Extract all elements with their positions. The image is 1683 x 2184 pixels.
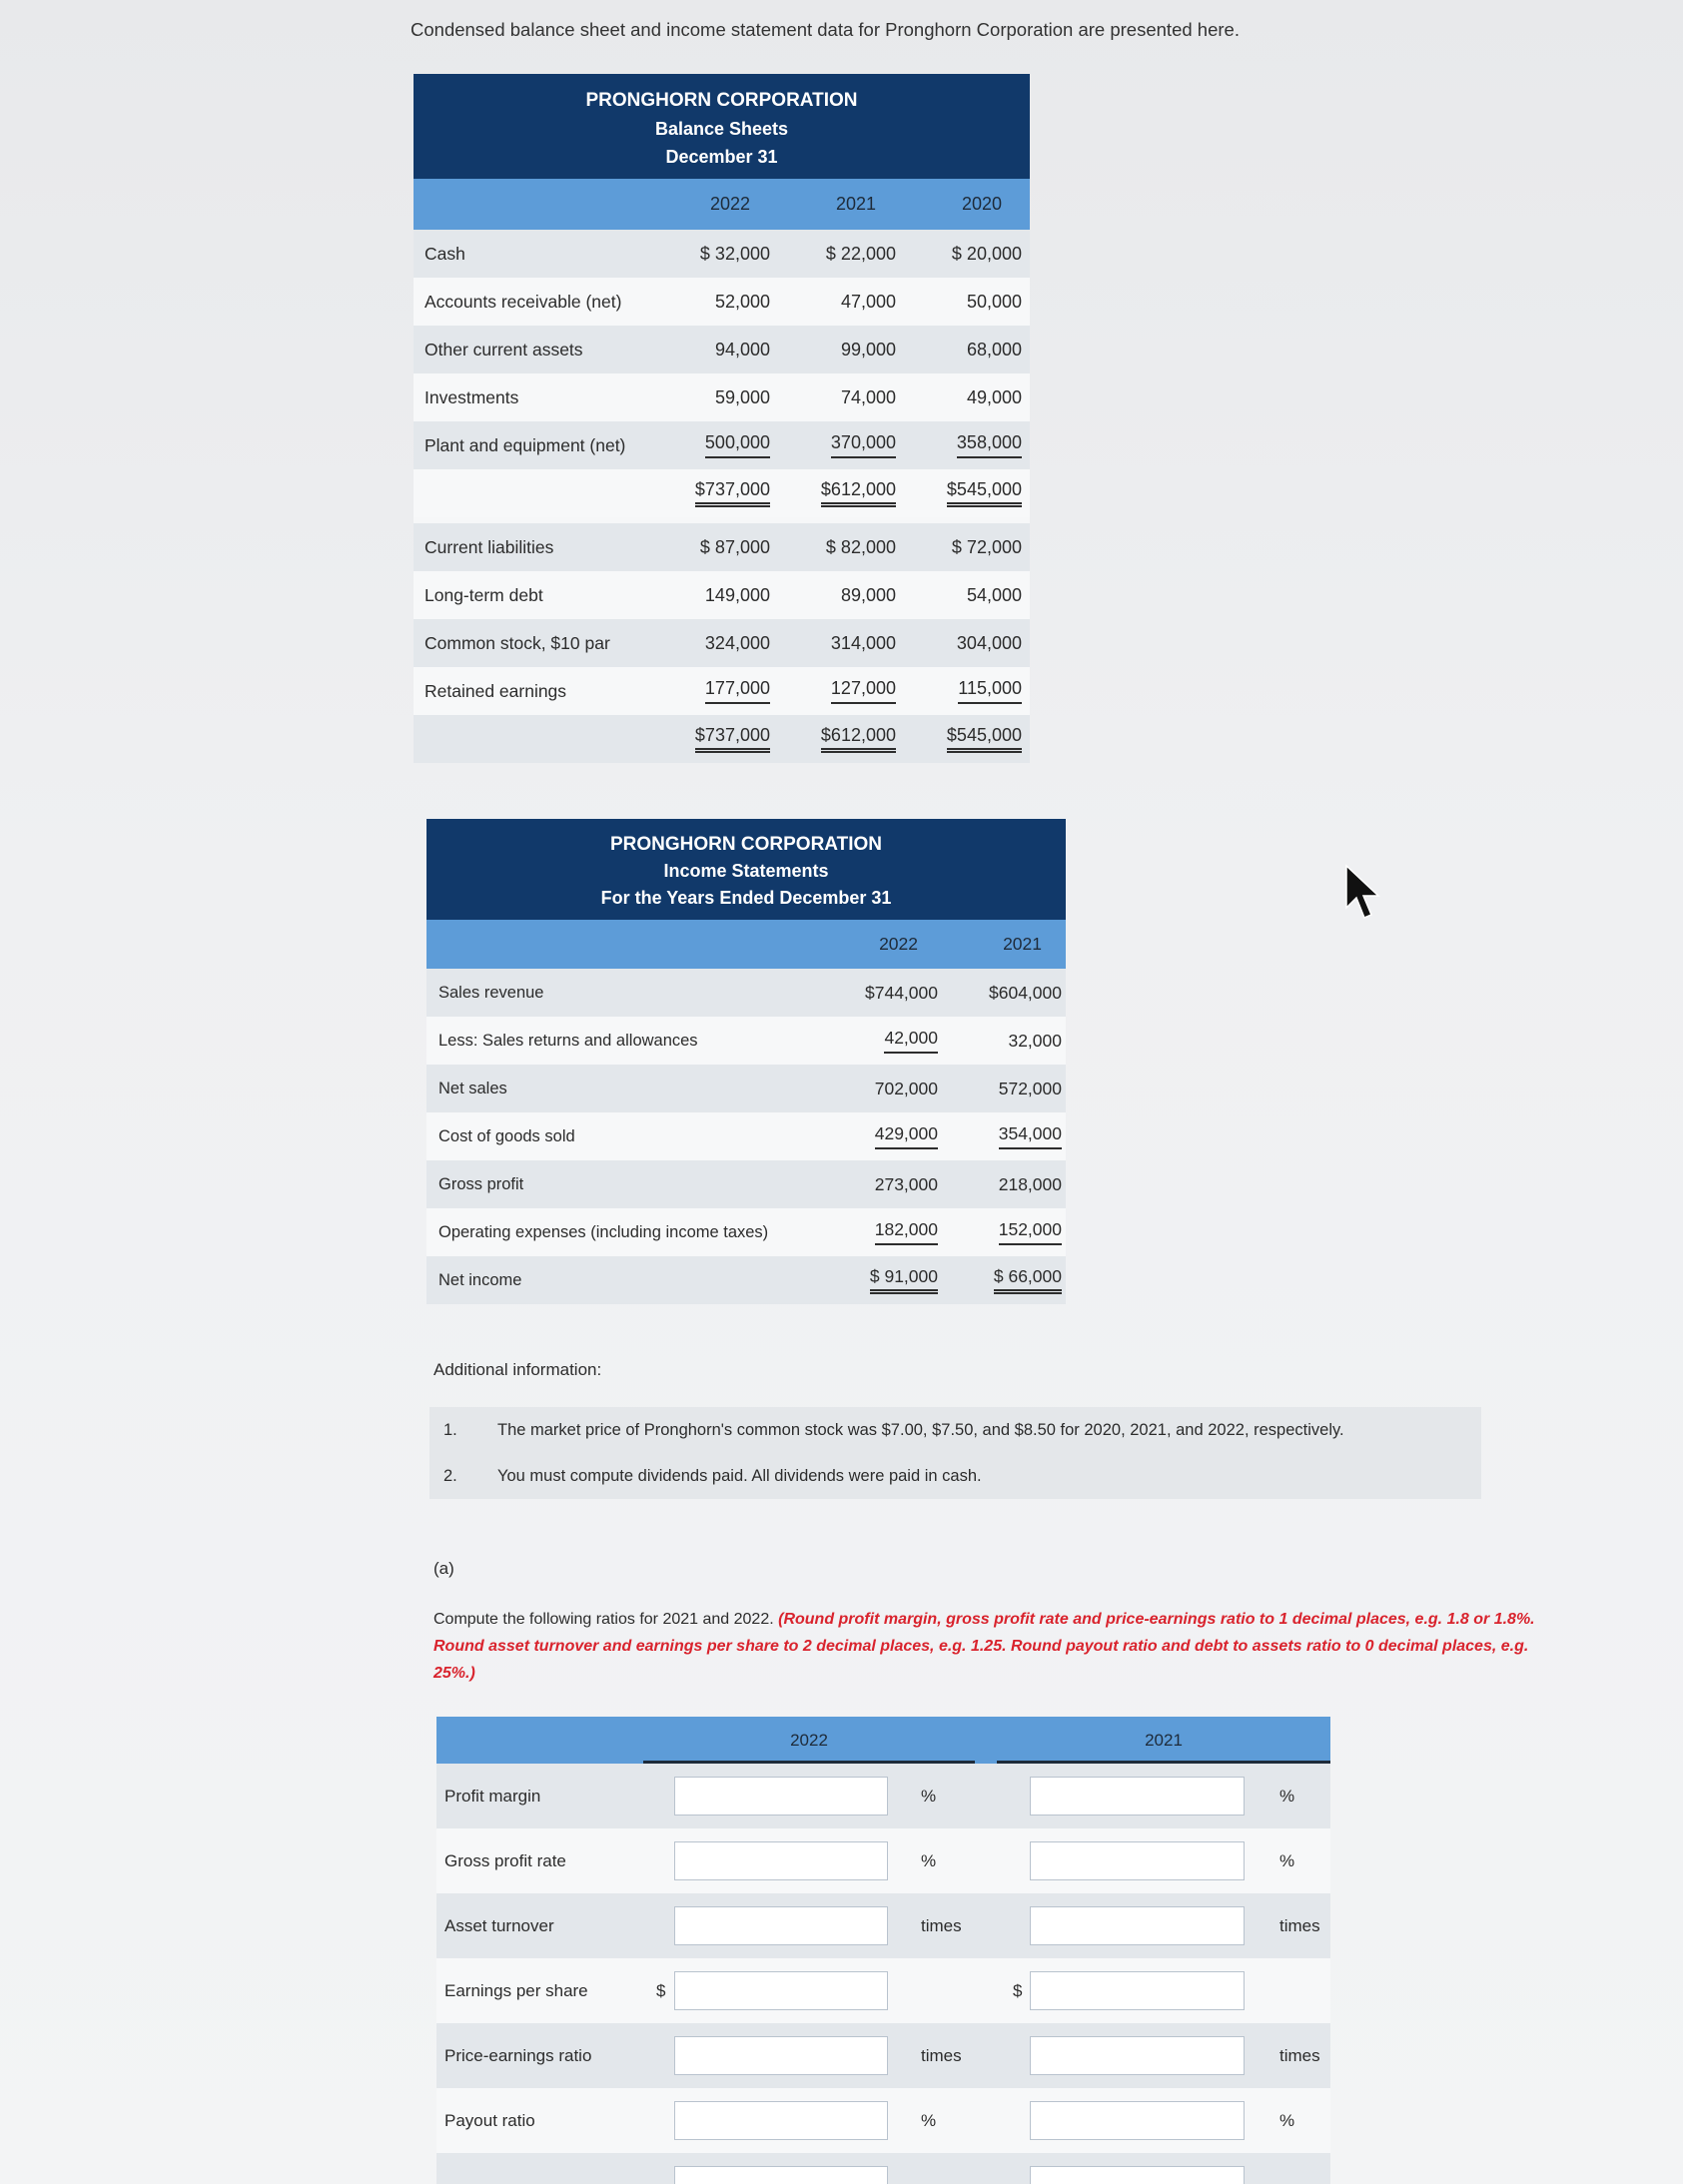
is-row-sales-returns xyxy=(426,1017,1066,1065)
value-2022: 429,000 xyxy=(875,1123,938,1149)
income-statement-header xyxy=(426,819,1066,920)
value-2022: 182,000 xyxy=(875,1219,938,1245)
value-2022: 94,000 xyxy=(714,339,770,360)
currency-prefix: $ xyxy=(1013,1981,1023,2000)
year-2020: 2020 xyxy=(961,194,1002,214)
ratio-table-header xyxy=(436,1717,1330,1764)
list-item xyxy=(429,1453,1481,1499)
ratio-label: Earnings per share xyxy=(444,1981,588,2000)
year-2021: 2021 xyxy=(1145,1731,1183,1750)
ratio-row-partial xyxy=(436,2153,1330,2184)
value-2021: 99,000 xyxy=(840,339,896,360)
unit-label: % xyxy=(921,1787,937,1806)
value-2021: 74,000 xyxy=(840,386,896,407)
bs-row-plant-equipment xyxy=(414,421,1030,469)
balance-sheet-column-header xyxy=(414,179,1030,230)
ratio-row-profit-margin xyxy=(436,1764,1330,1828)
value-2021: $612,000 xyxy=(821,725,896,753)
partial-row-2021-input[interactable] xyxy=(1030,2166,1245,2184)
value-2021: $612,000 xyxy=(821,479,896,507)
ratio-row-asset-turnover xyxy=(436,1893,1330,1958)
value-2022: 42,000 xyxy=(884,1028,938,1054)
additional-info-heading: Additional information: xyxy=(433,1360,602,1379)
asset-turnover-2022-input[interactable] xyxy=(674,1906,888,1945)
ratio-row-earnings-per-share xyxy=(436,1958,1330,2023)
company-title: PRONGHORN CORPORATION xyxy=(585,90,858,111)
ratio-row-gross-profit-rate xyxy=(436,1828,1330,1893)
row-label: Common stock, $10 par xyxy=(424,632,610,653)
instruction-text xyxy=(433,1606,1563,1687)
balance-sheet-header xyxy=(414,74,1030,179)
unit-label: times xyxy=(1279,1916,1320,1935)
income-statement-table xyxy=(426,819,1066,1304)
is-row-gross-profit xyxy=(426,1160,1066,1208)
statement-title: Income Statements xyxy=(663,861,829,881)
currency-prefix: $ xyxy=(656,1981,666,2000)
is-row-net-income xyxy=(426,1256,1066,1304)
value-2021: 47,000 xyxy=(840,291,896,312)
value-2022: 52,000 xyxy=(714,291,770,312)
value-2022: $ 87,000 xyxy=(699,536,770,557)
payout-ratio-2021-input[interactable] xyxy=(1030,2101,1245,2140)
value-2022: 273,000 xyxy=(874,1173,938,1194)
ratio-label: Profit margin xyxy=(444,1787,541,1806)
bs-row-total-liabilities-equity xyxy=(414,715,1030,763)
instruction-main: Compute the following ratios for 2021 and 2022. xyxy=(433,1611,779,1628)
earnings-per-share-2022-input[interactable] xyxy=(674,1971,888,2010)
value-2020: $545,000 xyxy=(947,479,1022,507)
value-2022: $ 32,000 xyxy=(699,243,770,264)
gross-profit-rate-2022-input[interactable] xyxy=(674,1841,888,1880)
profit-margin-2022-input[interactable] xyxy=(674,1777,888,1816)
value-2021: 572,000 xyxy=(998,1078,1062,1098)
additional-info-list xyxy=(429,1407,1481,1499)
ratio-row-price-earnings xyxy=(436,2023,1330,2088)
unit-label: % xyxy=(1279,1787,1295,1806)
value-2021: $ 22,000 xyxy=(825,243,896,264)
unit-label: % xyxy=(921,1851,937,1870)
unit-label: times xyxy=(1279,2046,1320,2065)
asset-turnover-2021-input[interactable] xyxy=(1030,1906,1245,1945)
ratio-label: Asset turnover xyxy=(444,1916,554,1935)
statement-period: For the Years Ended December 31 xyxy=(600,888,892,908)
value-2021: 89,000 xyxy=(840,584,896,605)
value-2020: 358,000 xyxy=(957,432,1022,458)
list-text: The market price of Pronghorn's common stock was $7.00, $7.50, and $8.50 for 2020, 2021, and 2022, respectively. xyxy=(497,1421,1344,1439)
bs-row-investments xyxy=(414,373,1030,421)
row-label: Cost of goods sold xyxy=(438,1126,575,1145)
value-2022: 500,000 xyxy=(705,432,770,458)
row-label: Net sales xyxy=(438,1079,507,1097)
value-2022: $ 91,000 xyxy=(870,1266,938,1294)
value-2022: 702,000 xyxy=(874,1078,938,1098)
value-2021: $ 82,000 xyxy=(825,536,896,557)
row-label: Long-term debt xyxy=(424,584,543,605)
year-2021: 2021 xyxy=(835,194,876,214)
row-label: Gross profit xyxy=(438,1174,524,1193)
row-label: Plant and equipment (net) xyxy=(424,434,626,455)
partial-row-2022-input[interactable] xyxy=(674,2166,888,2184)
payout-ratio-2022-input[interactable] xyxy=(674,2101,888,2140)
value-2020: $545,000 xyxy=(947,725,1022,753)
value-2022: $737,000 xyxy=(695,725,770,753)
value-2021: $ 66,000 xyxy=(994,1266,1062,1294)
bs-row-cash xyxy=(414,230,1030,278)
ratio-label: Payout ratio xyxy=(444,2111,535,2130)
mouse-cursor-icon xyxy=(1344,864,1380,920)
unit-label: % xyxy=(921,2111,937,2130)
value-2022: 149,000 xyxy=(704,584,770,605)
value-2020: 50,000 xyxy=(966,291,1022,312)
unit-label: % xyxy=(1279,1851,1295,1870)
company-title: PRONGHORN CORPORATION xyxy=(610,834,882,855)
value-2020: $ 72,000 xyxy=(951,536,1022,557)
row-label: Sales revenue xyxy=(438,983,544,1002)
row-label: Current liabilities xyxy=(424,536,554,557)
row-label: Other current assets xyxy=(424,339,583,360)
value-2022: 324,000 xyxy=(704,632,770,653)
year-2022: 2022 xyxy=(790,1731,828,1750)
value-2021: 32,000 xyxy=(1008,1030,1062,1051)
row-label: Cash xyxy=(424,243,465,264)
unit-label: times xyxy=(921,1916,962,1935)
bs-row-long-term-debt xyxy=(414,571,1030,619)
value-2020: 68,000 xyxy=(966,339,1022,360)
bs-row-accounts-receivable xyxy=(414,278,1030,326)
value-2020: 54,000 xyxy=(966,584,1022,605)
list-item xyxy=(429,1407,1481,1453)
profit-margin-2021-input[interactable] xyxy=(1030,1777,1245,1816)
value-2021: 218,000 xyxy=(998,1173,1062,1194)
is-row-cost-of-goods-sold xyxy=(426,1112,1066,1160)
is-row-net-sales xyxy=(426,1065,1066,1112)
year-2021: 2021 xyxy=(1003,934,1042,954)
is-row-operating-expenses xyxy=(426,1208,1066,1256)
value-2020: $ 20,000 xyxy=(951,243,1022,264)
row-label: Operating expenses (including income taxes) xyxy=(438,1222,769,1241)
price-earnings-2021-input[interactable] xyxy=(1030,2036,1245,2075)
price-earnings-2022-input[interactable] xyxy=(674,2036,888,2075)
bs-row-current-liabilities xyxy=(414,523,1030,571)
bs-row-common-stock xyxy=(414,619,1030,667)
balance-sheet-table xyxy=(414,74,1030,763)
value-2021: $604,000 xyxy=(989,982,1062,1003)
row-label: Retained earnings xyxy=(424,680,567,701)
value-2022: $744,000 xyxy=(865,982,938,1003)
ratio-label: Gross profit rate xyxy=(444,1851,566,1870)
value-2021: 152,000 xyxy=(999,1219,1062,1245)
value-2022: $737,000 xyxy=(695,479,770,507)
bs-row-retained-earnings xyxy=(414,667,1030,715)
earnings-per-share-2021-input[interactable] xyxy=(1030,1971,1245,2010)
gross-profit-rate-2021-input[interactable] xyxy=(1030,1841,1245,1880)
unit-label: % xyxy=(1279,2111,1295,2130)
unit-label: times xyxy=(921,2046,962,2065)
value-2022: 177,000 xyxy=(705,678,770,704)
value-2020: 49,000 xyxy=(966,386,1022,407)
is-row-sales-revenue xyxy=(426,969,1066,1017)
list-number: 2. xyxy=(443,1467,457,1485)
value-2021: 354,000 xyxy=(999,1123,1062,1149)
income-statement-column-header xyxy=(426,920,1066,969)
bs-row-total-assets xyxy=(414,469,1030,517)
statement-date: December 31 xyxy=(665,147,778,167)
value-2020: 304,000 xyxy=(956,632,1022,653)
value-2022: 59,000 xyxy=(714,386,770,407)
value-2021: 370,000 xyxy=(831,432,896,458)
value-2021: 127,000 xyxy=(831,678,896,704)
rounding-note: (Round profit margin, gross profit rate and price-earnings ratio to 1 decimal places, e.g. 1.8 or 1.8%. Round asset turnover and earnings per share to 2 decimal places, e.g. 1.25. Round payout ratio and debt to assets ratio to 0 decimal places, e.g. 25%.) xyxy=(433,1611,1535,1682)
list-number: 1. xyxy=(443,1421,457,1439)
value-2020: 115,000 xyxy=(958,678,1022,704)
bs-row-other-current-assets xyxy=(414,326,1030,373)
statement-title: Balance Sheets xyxy=(654,119,789,139)
row-label: Less: Sales returns and allowances xyxy=(438,1031,698,1050)
row-label: Investments xyxy=(424,386,519,407)
row-label: Net income xyxy=(438,1270,522,1289)
ratio-label: Price-earnings ratio xyxy=(444,2046,592,2065)
row-label: Accounts receivable (net) xyxy=(424,291,622,312)
year-2022: 2022 xyxy=(879,934,918,954)
value-2021: 314,000 xyxy=(830,632,896,653)
part-label: (a) xyxy=(433,1559,454,1578)
intro-text: Condensed balance sheet and income statement data for Pronghorn Corporation are presented here. xyxy=(411,19,1240,40)
year-2022: 2022 xyxy=(709,194,750,214)
list-text: You must compute dividends paid. All dividends were paid in cash. xyxy=(497,1467,982,1485)
ratio-row-payout-ratio xyxy=(436,2088,1330,2153)
ratio-answer-table xyxy=(436,1717,1330,2184)
